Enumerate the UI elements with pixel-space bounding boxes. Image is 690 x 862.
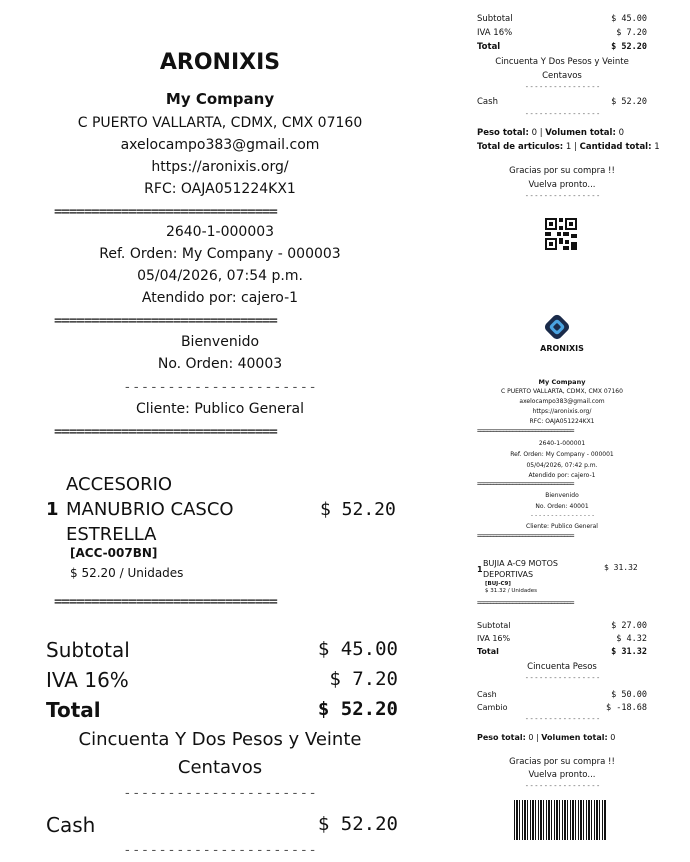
r2-company: My Company	[538, 378, 586, 386]
r2-cash-row	[477, 690, 647, 700]
r2-item-price: $ 31.32	[604, 563, 638, 572]
articles-value: 1	[565, 142, 572, 152]
iva-label: IVA 16%	[46, 668, 129, 692]
item-sku: [ACC-007BN]	[70, 546, 158, 560]
tr-subtotal-label: Subtotal	[477, 14, 513, 24]
item-name-line1: ACCESORIO	[66, 474, 173, 495]
r2-website: https://aronixis.org/	[532, 408, 592, 415]
r2-ref-order: Ref. Orden: My Company - 000001	[510, 451, 614, 458]
tr-come-back: Vuelva pronto...	[528, 180, 596, 190]
datetime: 05/04/2026, 07:54 p.m.	[137, 268, 303, 284]
r2-volume-label: Volumen total:	[541, 733, 608, 742]
separator: ==============================	[54, 314, 277, 329]
side-receipts	[470, 0, 680, 862]
r2-subtotal-label: Subtotal	[477, 621, 511, 630]
r2-datetime: 05/04/2026, 07:42 p.m.	[526, 462, 598, 469]
dash-separator: - - - - - - - - - - - - - - - -	[525, 782, 600, 790]
dash-separator: - - - - - - - - - - - - - - - - - - - - - -	[125, 843, 315, 858]
tr-iva-label: IVA 16%	[477, 28, 513, 38]
volume-value: 0	[618, 128, 624, 138]
tr-amount-words-1: Cincuenta Y Dos Pesos y Veinte	[495, 57, 629, 67]
separator: ==============================	[477, 481, 574, 488]
item-name-line2: MANUBRIO CASCO	[66, 499, 234, 520]
company-website: https://aronixis.org/	[151, 159, 289, 175]
tr-subtotal-value: $ 45.00	[611, 14, 647, 24]
brand-title: ARONIXIS	[159, 50, 281, 75]
subtotal-row	[46, 638, 398, 662]
iva-row	[46, 668, 398, 692]
r2-folio: 2640-1-000001	[538, 440, 586, 447]
r2-iva-label: IVA 16%	[477, 634, 511, 643]
total-row	[46, 698, 398, 722]
r2-total-value: $ 31.32	[611, 647, 647, 657]
separator: ==============================	[54, 425, 277, 440]
r2-subtotal-value: $ 27.00	[611, 621, 647, 631]
dash-separator: - - - - - - - - - - - - - - - -	[530, 512, 595, 519]
amount-in-words-2: Centavos	[177, 757, 263, 778]
tr-subtotal-row	[477, 14, 647, 24]
r2-rfc: RFC: OAJA051224KX1	[529, 418, 595, 425]
company-name: My Company	[165, 90, 275, 108]
r2-iva-value: $ 4.32	[616, 634, 647, 644]
r2-brand: ARONIXIS	[540, 344, 584, 353]
r2-volume-value: 0	[610, 733, 616, 742]
customer: Cliente: Publico General	[136, 401, 304, 417]
tr-total-value: $ 52.20	[611, 42, 647, 52]
attended-by: Atendido por: cajero-1	[141, 290, 299, 306]
weight-label: Peso total:	[477, 128, 529, 138]
cash-label: Cash	[46, 813, 96, 837]
dash-separator: - - - - - - - - - - - - - - - - - - - - - -	[125, 786, 315, 801]
separator: ==============================	[477, 428, 574, 435]
total-value: $ 52.20	[317, 698, 398, 720]
dash-separator: - - - - - - - - - - - - - - - -	[525, 192, 600, 200]
dash-separator: - - - - - - - - - - - - - - - -	[525, 83, 600, 91]
r2-weight-value: 0	[528, 733, 534, 742]
r2-weight-volume: Peso total: 0 | Volumen total: 0	[477, 733, 616, 742]
company-email: axelocampo383@gmail.com	[120, 137, 320, 153]
r2-item-name-2: DEPORTIVAS	[483, 570, 534, 579]
tr-amount-words-2: Centavos	[542, 71, 582, 81]
r2-item-qty: 1	[477, 565, 483, 574]
tr-iva-value: $ 7.20	[616, 28, 647, 38]
item-unit-price: $ 52.20 / Unidades	[70, 566, 184, 580]
r2-attended-by: Atendido por: cajero-1	[528, 472, 596, 479]
volume-label: Volumen total:	[545, 128, 616, 138]
quantity-label: Cantidad total:	[579, 142, 652, 152]
tr-article-counts: Total de articulos: 1 | Cantidad total: 1	[477, 142, 660, 152]
item-name-line3: ESTRELLA	[66, 524, 157, 545]
iva-value: $ 7.20	[329, 668, 398, 690]
r2-item-sku: [BUJ-C9]	[485, 581, 511, 587]
order-number: No. Orden: 40003	[157, 356, 283, 372]
r2-item-name-1: BUJIA A-C9 MOTOS	[483, 559, 558, 568]
r2-amount-words: Cincuenta Pesos	[527, 662, 597, 672]
r2-subtotal-row	[477, 621, 647, 631]
company-rfc: RFC: OAJA051224KX1	[144, 181, 296, 197]
r2-total-label: Total	[477, 647, 499, 656]
tr-cash-value: $ 52.20	[611, 97, 647, 107]
tr-thanks: Gracias por su compra !!	[509, 166, 615, 176]
amount-in-words-1: Cincuenta Y Dos Pesos y Veinte	[78, 729, 362, 750]
folio: 2640-1-000003	[165, 224, 275, 240]
subtotal-label: Subtotal	[46, 638, 130, 662]
r2-come-back: Vuelva pronto...	[528, 770, 596, 780]
r2-customer: Cliente: Publico General	[526, 523, 598, 530]
dash-separator: - - - - - - - - - - - - - - - - - - - - - -	[125, 380, 315, 395]
r2-item-unit-price: $ 31.32 / Unidades	[485, 588, 537, 594]
articles-label: Total de articulos:	[477, 142, 564, 152]
subtotal-value: $ 45.00	[317, 638, 398, 660]
r2-address: C PUERTO VALLARTA, CDMX, CMX 07160	[501, 388, 623, 395]
tr-cash-label: Cash	[477, 97, 498, 107]
r2-welcome: Bienvenido	[545, 492, 579, 499]
cash-row	[46, 813, 398, 837]
r2-cash-label: Cash	[477, 690, 497, 699]
dash-separator: - - - - - - - - - - - - - - - -	[525, 110, 600, 118]
r2-order-no: No. Orden: 40001	[535, 503, 589, 510]
weight-value: 0	[531, 128, 537, 138]
cash-value: $ 52.20	[317, 813, 398, 835]
dash-separator: - - - - - - - - - - - - - - - -	[525, 715, 600, 723]
item-quantity: 1	[46, 499, 59, 520]
item-price: $ 52.20	[320, 499, 396, 520]
tr-total-label: Total	[477, 42, 501, 52]
r2-thanks: Gracias por su compra !!	[509, 757, 615, 767]
separator: ==============================	[477, 600, 574, 607]
company-address: C PUERTO VALLARTA, CDMX, CMX 07160	[77, 115, 363, 131]
tr-total-row	[477, 42, 647, 52]
r2-email: axelocampo383@gmail.com	[519, 398, 605, 405]
quantity-value: 1	[654, 142, 660, 152]
r2-iva-row	[477, 634, 647, 644]
r2-total-row	[477, 647, 647, 657]
tr-iva-row	[477, 28, 647, 38]
tr-cash-row	[477, 97, 647, 107]
aronixis-logo-icon	[542, 312, 572, 342]
separator: ==============================	[54, 205, 277, 220]
dash-separator: - - - - - - - - - - - - - - - -	[525, 674, 600, 682]
barcode-icon	[514, 800, 606, 840]
separator: ==============================	[477, 533, 574, 540]
r2-weight-label: Peso total:	[477, 733, 526, 742]
tr-weight-volume: Peso total: 0 | Volumen total: 0	[477, 128, 624, 138]
r2-change-row	[477, 703, 647, 713]
separator: ==============================	[54, 595, 277, 610]
qr-code-icon	[545, 218, 577, 250]
r2-cash-value: $ 50.00	[611, 690, 647, 700]
r2-change-label: Cambio	[477, 703, 508, 712]
total-label: Total	[46, 698, 101, 722]
ref-order: Ref. Orden: My Company - 000003	[99, 246, 341, 262]
welcome-text: Bienvenido	[180, 334, 260, 350]
r2-change-value: $ -18.68	[606, 703, 647, 713]
